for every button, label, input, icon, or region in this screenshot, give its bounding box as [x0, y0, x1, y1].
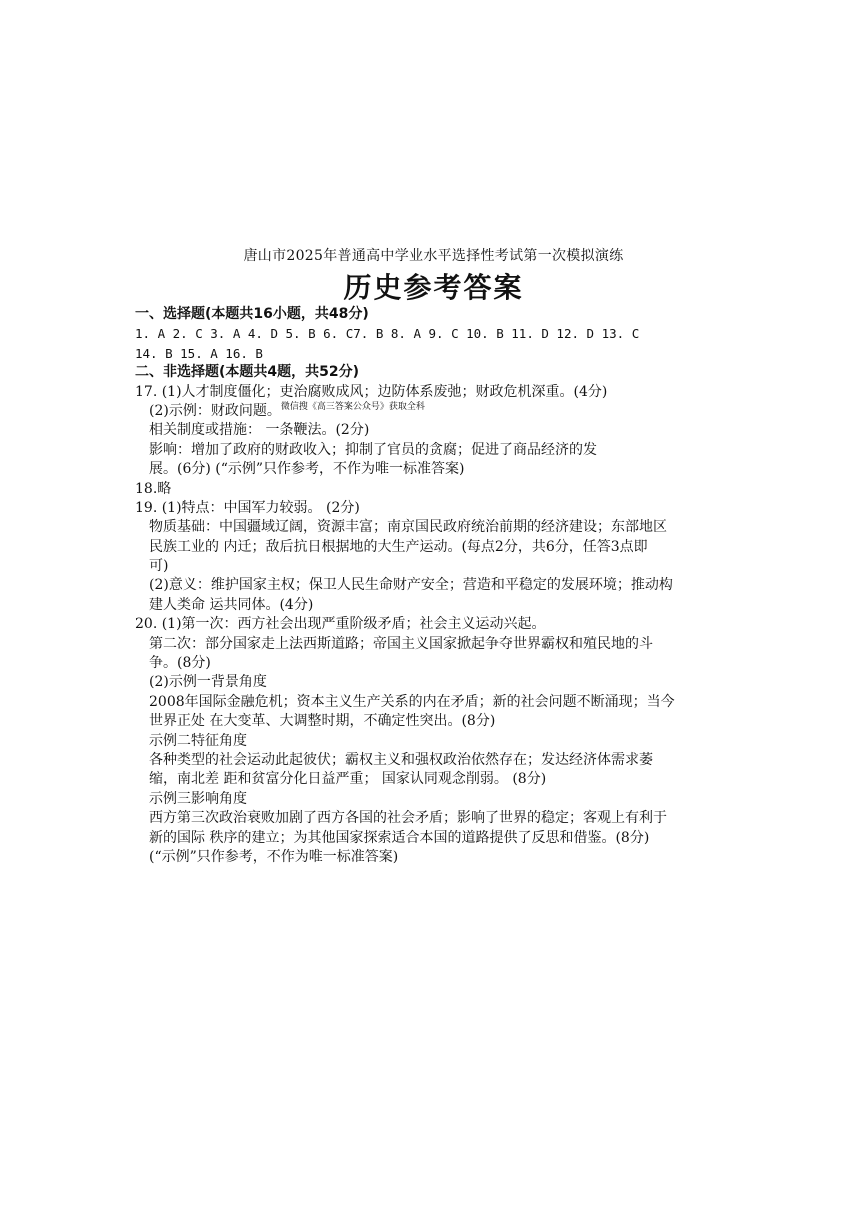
q20-line-4: (2)示例一背景角度 [149, 674, 267, 691]
q19-line-4: 可) [149, 558, 169, 575]
q20-line-9: 缩，南北差 距和贫富分化日益严重； 国家认同观念削弱。 (8分) [149, 771, 547, 788]
q20-line-13: (“示例”只作参考，不作为唯一标准答案) [149, 848, 399, 865]
q20-line-3: 争。(8分) [149, 655, 211, 672]
q17-line-1: 17. (1)人才制度僵化；吏治腐败成风；边防体系废弛；财政危机深重。(4分) [135, 383, 608, 400]
q17-line-3: 相关制度或措施： 一条鞭法。(2分) [149, 422, 370, 439]
q20-line-5: 2008年国际金融危机；资本主义生产关系的内在矛盾；新的社会问题不断涌现；当今 [149, 693, 675, 710]
q19-line-3: 民族工业的 内迁；敌后抗日根据地的大生产运动。(每点2分，共6分，任答3点即 [149, 538, 648, 555]
q19-line-5: (2)意义：维护国家主权；保卫人民生命财产安全；营造和平稳定的发展环境；推动构 [149, 577, 673, 594]
q17-example-text: (2)示例：财政问题。 [149, 402, 281, 419]
q20-line-7: 示例二特征角度 [149, 732, 247, 749]
q17-line-5: 展。(6分) (“示例”只作参考，不作为唯一标准答案) [149, 461, 465, 478]
q18-line-1: 18.略 [135, 480, 172, 497]
q20-line-10: 示例三影响角度 [149, 790, 247, 807]
exam-subtitle: 唐山市2025年普通高中学业水平选择性考试第一次模拟演练 [243, 248, 624, 264]
q17-line-4: 影响：增加了政府的财政收入；抑制了官员的贪腐；促进了商品经济的发 [149, 441, 597, 458]
answer-body [135, 305, 735, 867]
watermark-text: 微信搜《高三答案公众号》获取全科 [280, 401, 425, 412]
q20-line-2: 第二次：部分国家走上法西斯道路；帝国主义国家掀起争夺世界霸权和殖民地的斗 [149, 635, 653, 652]
section-non-choice-heading: 二、非选择题(本题共4题，共52分) [135, 364, 360, 381]
q20-line-11: 西方第三次政治衰败加剧了西方各国的社会矛盾；影响了世界的稳定；客观上有利于 [149, 810, 667, 827]
q20-line-1: 20. (1)第一次：西方社会出现严重阶级矛盾；社会主义运动兴起。 [135, 616, 546, 633]
mc-answers-line-2: 14. B 15. A 16. B [135, 345, 263, 361]
q19-line-1: 19. (1)特点：中国军力较弱。 (2分) [135, 499, 360, 516]
q20-line-8: 各种类型的社会运动此起彼伏；霸权主义和强权政治依然存在；发达经济体需求萎 [149, 751, 653, 768]
section-multiple-choice-heading: 一、选择题(本题共16小题，共48分) [135, 306, 369, 322]
q19-line-6: 建人类命 运共同体。(4分) [149, 596, 314, 613]
q19-line-2: 物质基础：中国疆域辽阔，资源丰富；南京国民政府统治前期的经济建设；东部地区 [149, 519, 667, 536]
page-title: 历史参考答案 [343, 271, 524, 304]
mc-answers-line-1: 1. A 2. C 3. A 4. D 5. B 6. C7. B 8. A 9. C 10. B 11. D 12. D 13. C [135, 326, 640, 342]
q20-line-12: 新的国际 秩序的建立；为其他国家探索适合本国的道路提供了反思和借鉴。(8分) [149, 829, 650, 846]
q17-line-2 [135, 402, 735, 421]
q20-line-6: 世界正处 在大变革、大调整时期，不确定性突出。(8分) [149, 713, 496, 730]
